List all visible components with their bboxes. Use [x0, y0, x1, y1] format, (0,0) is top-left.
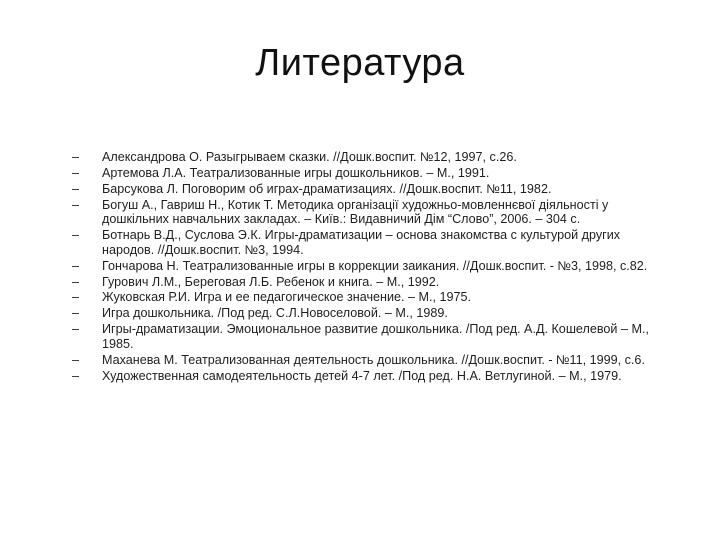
reference-item — [72, 166, 672, 180]
dash-bullet-icon: – — [72, 352, 80, 367]
dash-bullet-icon: – — [72, 274, 80, 289]
dash-bullet-icon: – — [72, 181, 80, 196]
reference-item — [72, 228, 672, 257]
reference-item — [72, 306, 672, 320]
reference-text: Гурович Л.М., Береговая Л.Б. Ребенок и книга. – М., 1992. — [102, 274, 440, 289]
reference-text: Жуковская Р.И. Игра и ее педагогическое значение. – М., 1975. — [102, 290, 472, 305]
reference-item — [72, 198, 672, 227]
dash-bullet-icon: – — [72, 306, 80, 321]
reference-text: Ботнарь В.Д., Суслова Э.К. Игры-драматизации – основа знакомства с культурой других народов. //Дошк.воспит. №3, 1994. — [102, 228, 621, 257]
reference-text: Игры-драматизации. Эмоциональное развитие дошкольника. /Под ред. А.Д. Кошелевой – М., 1985. — [102, 322, 649, 351]
dash-bullet-icon: – — [72, 197, 80, 212]
slide-title: Литература — [255, 42, 465, 84]
dash-bullet-icon: – — [72, 165, 80, 180]
reference-text: Александрова О. Разыгрываем сказки. //Дошк.воспит. №12, 1997, с.26. — [102, 150, 517, 164]
reference-item — [72, 150, 672, 164]
reference-text: Артемова Л.А. Театрализованные игры дошкольников. – М., 1991. — [102, 165, 490, 180]
dash-bullet-icon: – — [72, 150, 80, 164]
reference-text: Игра дошкольника. /Под ред. С.Л.Новоселовой. – М., 1989. — [102, 306, 448, 321]
reference-item — [72, 182, 672, 196]
reference-text: Барсукова Л. Поговорим об играх-драматизациях. //Дошк.воспит. №11, 1982. — [102, 181, 552, 196]
reference-text: Художественная самодеятельность детей 4-7 лет. /Под ред. Н.А. Ветлугиной. – М., 1979. — [102, 368, 622, 383]
dash-bullet-icon: – — [72, 368, 80, 383]
dash-bullet-icon: – — [72, 258, 80, 273]
reference-item — [72, 353, 672, 367]
reference-item — [72, 369, 672, 383]
dash-bullet-icon: – — [72, 228, 80, 243]
reference-item — [72, 259, 672, 273]
reference-item — [72, 322, 672, 351]
dash-bullet-icon: – — [72, 322, 80, 337]
dash-bullet-icon: – — [72, 290, 80, 305]
reference-item — [72, 290, 672, 304]
reference-item — [72, 275, 672, 289]
reference-list — [72, 150, 672, 385]
reference-text: Богуш А., Гавриш Н., Котик Т. Методика організації художньо-мовленнєвої діяльності у дошкільних навчальних закладах. – Київ.: Видавничий Дім “Слово”, 2006. – 304 с. — [102, 197, 609, 227]
reference-text: Маханева М. Театрализованная деятельность дошкольника. //Дошк.воспит. - №11, 1999, с.6. — [102, 352, 645, 367]
reference-text: Гончарова Н. Театрализованные игры в коррекции заикания. //Дошк.воспит. - №3, 1998, с.82. — [102, 258, 648, 273]
